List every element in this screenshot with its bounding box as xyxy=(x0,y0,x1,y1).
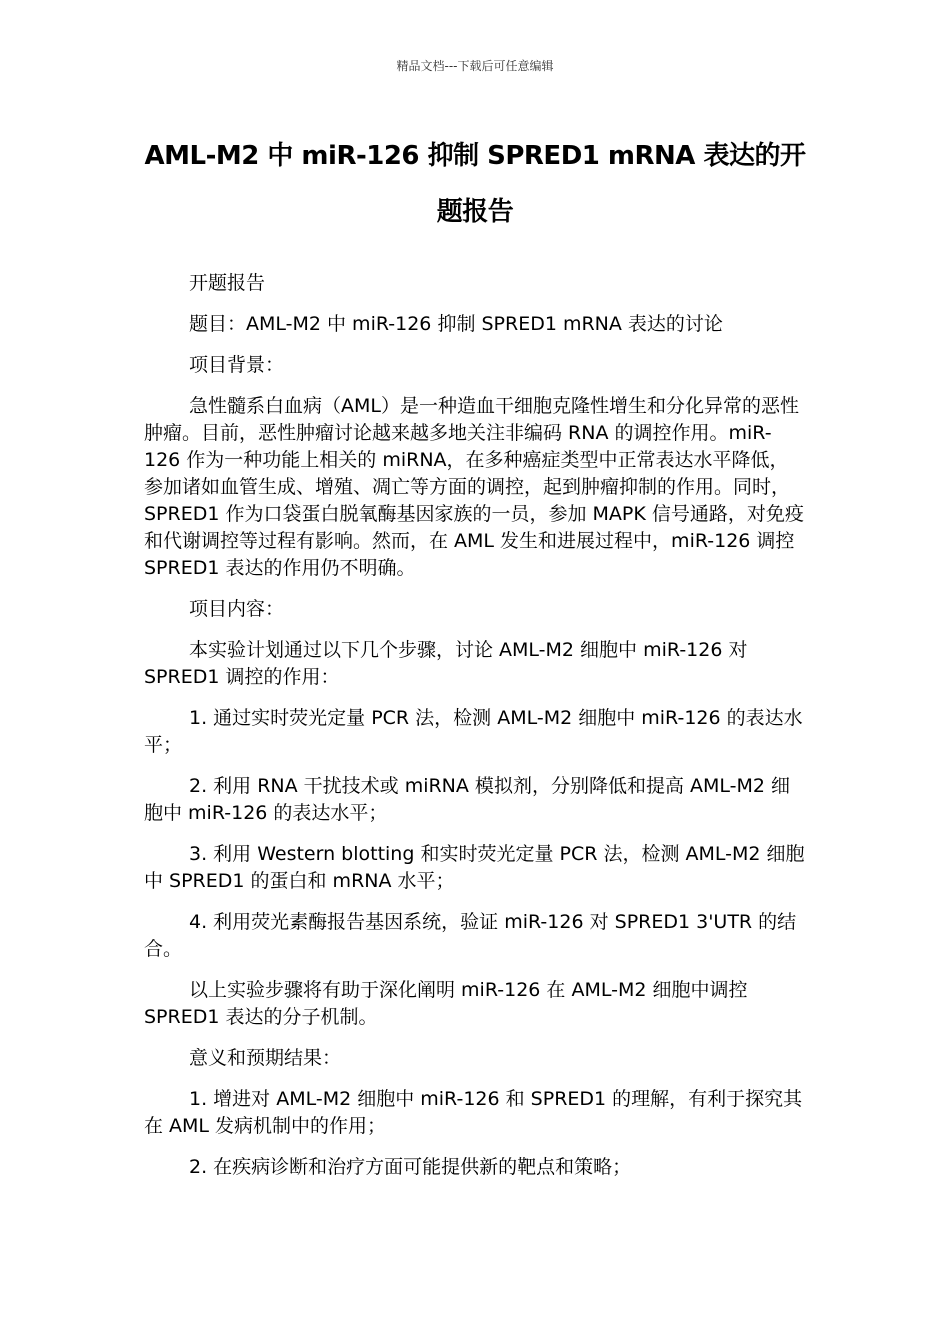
list-item-significance-2: 2. 在疾病诊断和治疗方面可能提供新的靶点和策略； xyxy=(189,1156,632,1178)
document-body xyxy=(144,270,806,1195)
list-item-step-1: 1. 通过实时荧光定量 PCR 法，检测 AML-M2 细胞中 miR-126 的表达水平； xyxy=(144,707,803,756)
list-item-significance-1: 1. 增进对 AML-M2 细胞中 miR-126 和 SPRED1 的理解，有利于探究其在 AML 发病机制中的作用； xyxy=(144,1088,803,1137)
section-heading-background: 项目背景： xyxy=(189,354,285,376)
paragraph-summary: 以上实验步骤将有助于深化阐明 miR-126 在 AML-M2 细胞中调控 SPRED1 表达的分子机制。 xyxy=(144,979,748,1028)
section-heading-significance: 意义和预期结果： xyxy=(189,1047,342,1069)
list-item-step-4: 4. 利用荧光素酶报告基因系统，验证 miR-126 对 SPRED1 3'UTR 的结合。 xyxy=(144,911,797,960)
document-title: AML-M2 中 miR-126 抑制 SPRED1 mRNA 表达的开题报告 xyxy=(144,141,806,227)
paragraph-content-intro: 本实验计划通过以下几个步骤，讨论 AML-M2 细胞中 miR-126 对 SPRED1 调控的作用： xyxy=(144,639,748,688)
list-item-step-2: 2. 利用 RNA 干扰技术或 miRNA 模拟剂，分别降低和提高 AML-M2 细胞中 miR-126 的表达水平； xyxy=(144,775,790,824)
list-item-step-3: 3. 利用 Western blotting 和实时荧光定量 PCR 法，检测 AML-M2 细胞中 SPRED1 的蛋白和 mRNA 水平； xyxy=(144,843,805,892)
paragraph-heading: 开题报告 xyxy=(189,272,266,294)
paragraph-background: 急性髓系白血病（AML）是一种造血干细胞克隆性增生和分化异常的恶性肿瘤。目前，恶性肿瘤讨论越来越多地关注非编码 RNA 的调控作用。miR-126 作为一种功能上相关的 miRNA，在多种癌症类型中正常表达水平降低，参加诸如血管生成、增殖、凋亡等方面的调控，起到肿瘤抑制的作用。同时，SPRED1 作为口袋蛋白脱氧酶基因家族的一员，参加 MAPK 信号通路，对免疫和代谢调控等过程有影响。然而，在 AML 发生和进展过程中，miR-126 调控 SPRED1 表达的作用仍不明确。 xyxy=(144,395,804,579)
section-heading-content: 项目内容： xyxy=(189,598,285,620)
paragraph-topic: 题目：AML-M2 中 miR-126 抑制 SPRED1 mRNA 表达的讨论 xyxy=(189,313,723,335)
header-note: 精品文档---下载后可任意编辑 xyxy=(396,59,554,73)
